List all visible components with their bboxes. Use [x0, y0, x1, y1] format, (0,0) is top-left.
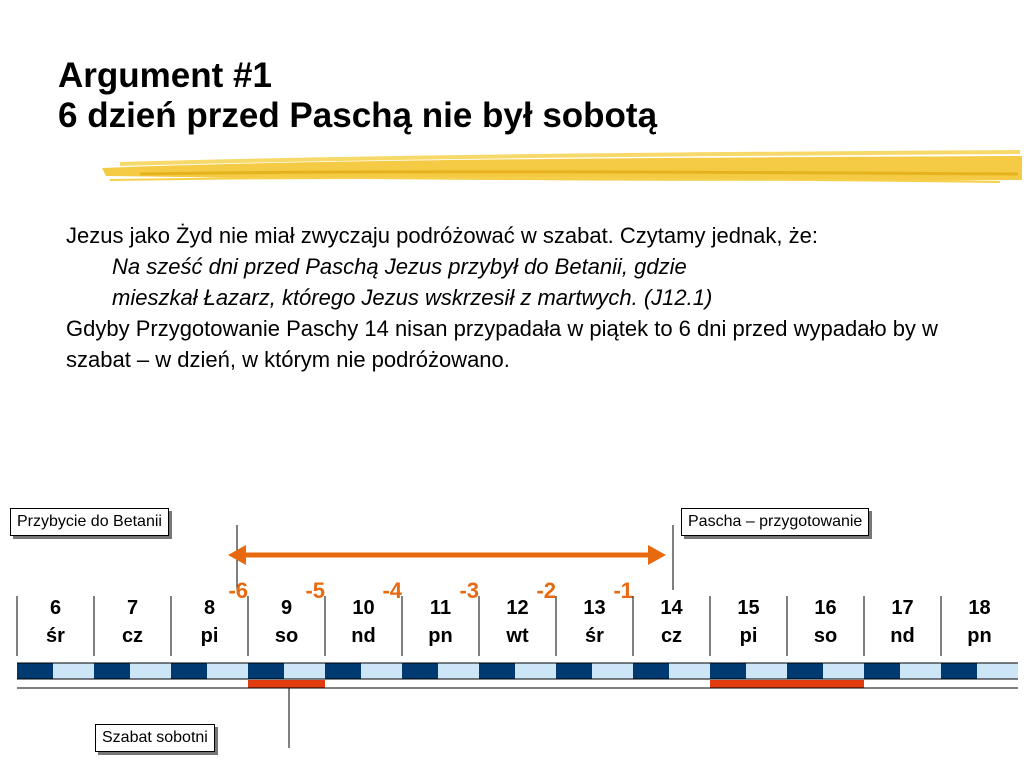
- arrival-callout: Przybycie do Betanii: [10, 508, 169, 536]
- weekday-name: nd: [351, 625, 376, 647]
- ordinary-day-bar: [479, 680, 556, 688]
- night-segment: [787, 663, 823, 679]
- weekday-name: śr: [46, 625, 65, 647]
- weekday-name: so: [274, 625, 299, 647]
- day-number: 8: [203, 597, 216, 619]
- night-segment: [171, 663, 207, 679]
- day-number: 6: [49, 597, 62, 619]
- six-days-arrow: [228, 545, 666, 565]
- night-segment: [710, 663, 746, 679]
- sabbath-bar: [248, 680, 325, 688]
- scripture-quote-line-2: mieszkał Łazarz, którego Jezus wskrzesił z martwych. (J12.1): [112, 285, 713, 310]
- daylight-segment: [284, 663, 325, 679]
- day-offset-label: -2: [536, 578, 556, 603]
- day-number: 12: [506, 597, 529, 619]
- daylight-segment: [130, 663, 171, 679]
- ordinary-day-bar: [864, 680, 941, 688]
- title-line-1: Argument #1: [58, 56, 272, 95]
- day-number: 14: [660, 597, 683, 619]
- day-number: 9: [280, 597, 293, 619]
- night-segment: [325, 663, 361, 679]
- night-segment: [248, 663, 284, 679]
- daylight-segment: [977, 663, 1018, 679]
- ordinary-day-bar: [94, 680, 171, 688]
- day-number: 10: [352, 597, 375, 619]
- scripture-quote-line-1: Na sześć dni przed Paschą Jezus przybył do Betanii, gdzie: [112, 254, 687, 279]
- night-segment: [94, 663, 130, 679]
- weekday-name: pi: [739, 625, 758, 647]
- weekday-name: cz: [660, 625, 683, 647]
- daylight-segment: [515, 663, 556, 679]
- weekday-name: nd: [890, 625, 915, 647]
- day-number: 7: [126, 597, 139, 619]
- ordinary-day-bar: [633, 680, 710, 688]
- daylight-segment: [669, 663, 710, 679]
- weekday-name: pn: [967, 625, 992, 647]
- daylight-segment: [823, 663, 864, 679]
- day-offset-label: -3: [459, 578, 479, 603]
- daylight-segment: [207, 663, 248, 679]
- day-columns: [17, 596, 1018, 688]
- intro-paragraph: Jezus jako Żyd nie miał zwyczaju podróżować w szabat. Czytamy jednak, że:: [66, 223, 818, 248]
- day-offset-label: -6: [228, 578, 248, 603]
- day-number: 18: [968, 597, 991, 619]
- conclusion-paragraph: Gdyby Przygotowanie Paschy 14 nisan przypadała w piątek to 6 dni przed wypadało by w szabat – w dzień, w którym nie podróżowano.: [66, 316, 938, 372]
- weekday-name: cz: [121, 625, 144, 647]
- night-segment: [941, 663, 977, 679]
- passover-callout: Pascha – przygotowanie: [681, 508, 869, 536]
- ordinary-day-bar: [941, 680, 1018, 688]
- ordinary-day-bar: [402, 680, 479, 688]
- ordinary-day-bar: [325, 680, 402, 688]
- night-segment: [17, 663, 53, 679]
- day-number: 17: [891, 597, 914, 619]
- day-offset-label: -4: [382, 578, 402, 603]
- daylight-segment: [438, 663, 479, 679]
- daylight-segment: [746, 663, 787, 679]
- night-segment: [864, 663, 900, 679]
- day-offset-label: -5: [305, 578, 325, 603]
- daylight-segment: [900, 663, 941, 679]
- day-number: 15: [737, 597, 760, 619]
- weekday-name: so: [813, 625, 838, 647]
- sabbath-callout: Szabat sobotni: [95, 724, 215, 752]
- weekday-name: wt: [506, 625, 529, 647]
- sabbath-bar: [710, 680, 787, 688]
- ordinary-day-bar: [556, 680, 633, 688]
- night-segment: [633, 663, 669, 679]
- day-offset-label: -1: [613, 578, 633, 603]
- ordinary-day-bar: [17, 680, 94, 688]
- daylight-segment: [592, 663, 633, 679]
- day-number: 13: [583, 597, 606, 619]
- night-segment: [402, 663, 438, 679]
- night-segment: [556, 663, 592, 679]
- daylight-segment: [53, 663, 94, 679]
- title-line-2: 6 dzień przed Paschą nie był sobotą: [58, 96, 658, 135]
- day-number: 16: [814, 597, 837, 619]
- day-number: 11: [429, 597, 452, 619]
- ordinary-day-bar: [171, 680, 248, 688]
- weekday-name: pn: [428, 625, 453, 647]
- night-segment: [479, 663, 515, 679]
- weekday-name: śr: [585, 625, 604, 647]
- weekday-name: pi: [200, 625, 219, 647]
- daylight-segment: [361, 663, 402, 679]
- sabbath-bar: [787, 680, 864, 688]
